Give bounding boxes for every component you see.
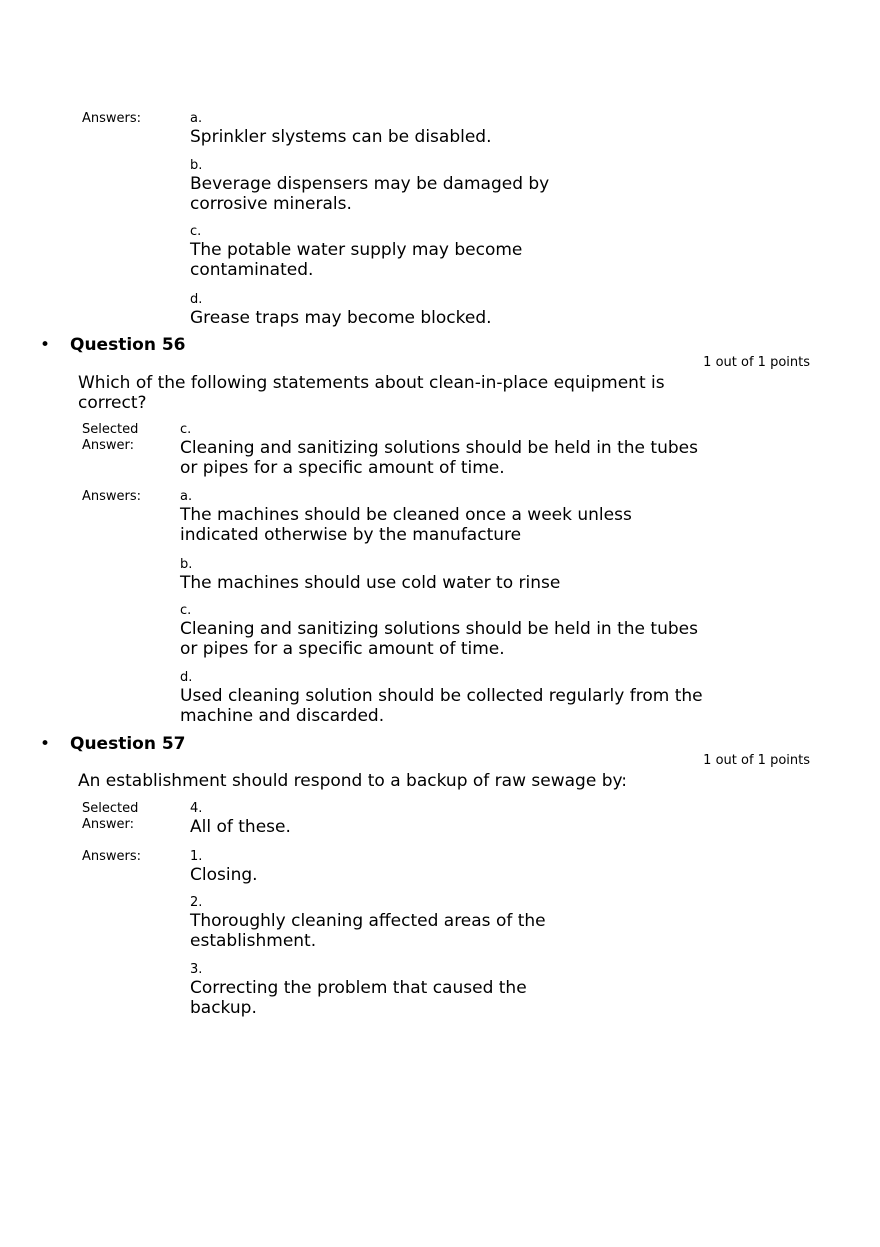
selected-answer (190, 801, 291, 837)
option-letter: 2. (190, 895, 203, 910)
option-text-line: Cleaning and sanitizing solutions should be held in the tubes (180, 438, 698, 458)
option-text-line: contaminated. (190, 260, 314, 280)
answer-option-2 (190, 895, 546, 951)
answers-label: Answers: (82, 489, 142, 504)
answer-option-d (190, 292, 492, 328)
option-text-line: All of these. (190, 817, 291, 837)
question-56-points: 1 out of 1 points (703, 355, 810, 370)
answer-option-b (180, 557, 560, 593)
option-text-line: Sprinkler slystems can be disabled. (190, 127, 492, 147)
answer-option-a (180, 489, 632, 545)
selected-answer-label (82, 422, 138, 454)
option-text-line: Used cleaning solution should be collected regularly from the (180, 686, 703, 706)
option-letter: d. (190, 292, 203, 307)
answers-label: Answers: (82, 849, 142, 864)
option-letter: b. (190, 158, 203, 173)
question-56-prompt (78, 373, 665, 413)
selected-answer-label (82, 801, 138, 833)
option-text-line: Correcting the problem that caused the (190, 978, 527, 998)
option-text-line: The machines should be cleaned once a week unless (180, 505, 632, 525)
option-text-line: Beverage dispensers may be damaged by (190, 174, 550, 194)
option-letter: d. (180, 670, 193, 685)
label-line: Answer: (82, 438, 135, 453)
prompt-line: An establishment should respond to a backup of raw sewage by: (78, 771, 628, 791)
option-letter: 4. (190, 801, 203, 816)
option-letter: 3. (190, 962, 203, 977)
bullet-icon: • (40, 335, 51, 355)
label-line: Selected (82, 422, 139, 437)
option-letter: a. (180, 489, 193, 504)
question-57-title: Question 57 (70, 734, 186, 754)
answer-option-a (190, 111, 491, 147)
option-text-line: Thoroughly cleaning affected areas of the (190, 911, 546, 931)
option-text-line: establishment. (190, 931, 317, 951)
option-text-line: The potable water supply may become (190, 240, 523, 260)
option-text-line: or pipes for a specific amount of time. (180, 458, 505, 478)
option-text-line: Closing. (190, 865, 258, 885)
answer-option-3 (190, 962, 527, 1018)
prompt-line: correct? (78, 393, 147, 413)
label-line: Selected (82, 801, 139, 816)
question-56-title: Question 56 (70, 335, 186, 355)
selected-answer (180, 422, 698, 478)
answer-option-c (190, 224, 522, 280)
option-text-line: Grease traps may become blocked. (190, 308, 492, 328)
option-text-line: indicated otherwise by the manufacture (180, 525, 522, 545)
option-letter: 1. (190, 849, 203, 864)
answer-option-b (190, 158, 549, 214)
option-text-line: machine and discarded. (180, 706, 385, 726)
prompt-line: Which of the following statements about clean-in-place equipment is (78, 373, 665, 393)
answer-option-1 (190, 849, 258, 885)
option-letter: a. (190, 111, 203, 126)
answers-label: Answers: (82, 111, 142, 126)
answer-option-c (180, 603, 698, 659)
option-letter: c. (190, 224, 202, 239)
option-letter: b. (180, 557, 193, 572)
option-text-line: corrosive minerals. (190, 194, 352, 214)
option-text-line: or pipes for a specific amount of time. (180, 639, 505, 659)
option-letter: c. (180, 422, 192, 437)
option-text-line: Cleaning and sanitizing solutions should be held in the tubes (180, 619, 698, 639)
question-57-prompt (78, 771, 627, 791)
answer-option-d (180, 670, 703, 726)
label-line: Answer: (82, 817, 135, 832)
option-text-line: The machines should use cold water to rinse (180, 573, 561, 593)
bullet-icon: • (40, 734, 51, 754)
option-text-line: backup. (190, 998, 257, 1018)
question-57-points: 1 out of 1 points (703, 753, 810, 768)
option-letter: c. (180, 603, 192, 618)
